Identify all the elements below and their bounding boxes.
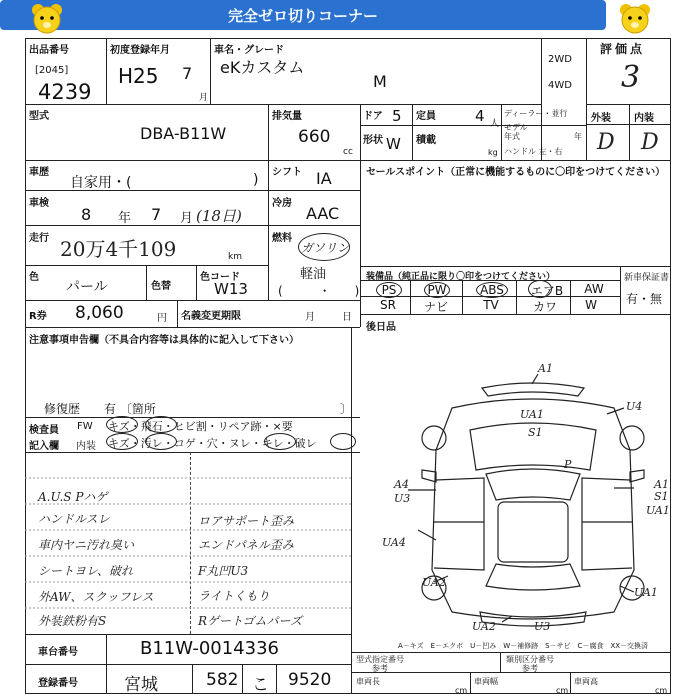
color-change-label: 色替	[151, 281, 171, 292]
fuel-label: 燃料	[272, 233, 292, 244]
diagram-mark: U3	[394, 492, 411, 505]
history-value: 自家用・(	[70, 175, 132, 191]
fuel-gasoline: ガソリン	[301, 241, 350, 255]
drive-4wd: 4WD	[548, 80, 572, 91]
warranty-value: 有・無	[626, 292, 663, 306]
inspector-note: エンドパネル歪み	[198, 538, 294, 552]
first-reg-month: 7	[182, 64, 193, 83]
shape-value: W	[386, 135, 401, 153]
displacement-label: 排気量	[272, 111, 302, 122]
car-name: eKカスタム	[220, 58, 305, 77]
diagram-mark: S1	[528, 426, 543, 439]
checks-label2: 記入欄	[29, 441, 59, 452]
plate-kana: こ	[252, 675, 269, 695]
inspector-note: ロアサポート歪み	[198, 514, 295, 528]
inspector-note: ハンドルスレ	[38, 512, 110, 526]
equip-ps: PS	[376, 282, 402, 298]
fw-chip-circle	[145, 416, 177, 433]
shift-value: IA	[316, 169, 332, 188]
score-exterior-value: D	[597, 130, 615, 155]
int-scratch-circle	[106, 433, 138, 450]
page-header	[0, 0, 606, 30]
capacity-label: 定員	[416, 111, 436, 122]
diagram-mark: U3	[534, 620, 551, 633]
notes-label: 注意事項申告欄（不具合内容等は具体的に記入して下さい）	[29, 335, 299, 346]
length-unit: cm	[455, 686, 468, 695]
note-underlines	[25, 452, 351, 634]
notice-month-unit: 月	[305, 312, 315, 323]
diagram-mark: UA4	[382, 536, 406, 549]
inspection-month-unit: 月	[180, 211, 194, 226]
equip-tv: TV	[483, 298, 499, 312]
mileage-value: 20万4千109	[60, 237, 177, 261]
height-unit: cm	[655, 686, 668, 695]
first-reg-era: H25	[118, 64, 159, 88]
diagram-mark: UA1	[634, 586, 658, 599]
specify-ref: 参考	[372, 664, 388, 673]
color-label: 色	[29, 272, 39, 283]
width-label: 車両幅	[474, 677, 498, 686]
inspector-note: シートヨレ、破れ	[38, 564, 134, 578]
equip-w: W	[585, 298, 597, 312]
car-damage-diagram	[352, 360, 670, 638]
inspector-note: ライトくもり	[198, 589, 270, 603]
color-code: W13	[214, 280, 248, 298]
height-label: 車両高	[574, 677, 598, 686]
model-label: 型式	[29, 111, 49, 122]
checks-label1: 検査員	[29, 425, 59, 436]
inspection-year: 8	[81, 205, 92, 224]
shift-label: シフト	[272, 167, 302, 178]
score-label: 評価点	[600, 42, 646, 56]
equip-leather: カワ	[533, 300, 558, 314]
diagram-mark: UA1	[520, 408, 544, 421]
fuel-gasoline-circle	[298, 233, 350, 261]
mileage-unit: km	[228, 252, 242, 262]
checks-interior-row: キズ・汚レ・コゲ・穴・ヌレ・キレ・破レ	[108, 437, 317, 450]
recycle-label: R券	[29, 311, 47, 322]
diagram-mark: UA2	[472, 620, 496, 633]
equip-abs: ABS	[476, 282, 508, 298]
diagram-mark: A1	[654, 478, 669, 491]
warranty-label: 新車保証書	[624, 273, 670, 283]
inspector-note: 外AW、スクッフレス	[38, 590, 154, 604]
chassis-label: 車台番号	[38, 647, 78, 658]
checks-interior: 内装	[76, 441, 96, 452]
diagram-mark: P	[564, 458, 572, 471]
mileage-label: 走行	[29, 233, 49, 244]
diagram-mark: A1	[538, 362, 553, 375]
repair-history-close: 〕	[340, 402, 353, 416]
inspector-note: A.U.S Pハゲ	[38, 490, 108, 504]
lot-sub: [2045]	[35, 65, 69, 76]
plate-number: 9520	[288, 670, 332, 690]
int-wet-circle	[264, 433, 296, 450]
width-unit: cm	[556, 686, 569, 695]
dealer-handle-label: ハンドル 左・右	[504, 147, 563, 156]
drive-2wd: 2WD	[548, 54, 572, 65]
model-value: DBA-B11W	[140, 124, 227, 143]
inspector-note: 車内ヤニ汚れ臭い	[38, 538, 135, 552]
aircon-value: AAC	[306, 204, 340, 223]
diagram-mark: U4	[626, 400, 643, 413]
recycle-value: 8,060	[75, 303, 124, 323]
notice-day-unit: 日	[342, 312, 352, 323]
capacity-unit: 人	[490, 119, 500, 129]
score-exterior-label: 外装	[591, 113, 611, 124]
repair-history: 修復歴 有 〔箇所	[44, 402, 156, 416]
dealer-year-label: 年式	[504, 132, 520, 141]
specify-label: 型式指定番号	[356, 655, 404, 664]
notice-label: 名義変更期限	[181, 311, 241, 322]
inspection-year-unit: 年	[118, 211, 132, 226]
history-close: )	[253, 172, 259, 188]
diagram-mark: S1	[654, 490, 669, 503]
diagram-mark: UA2	[422, 576, 446, 589]
sales-point-label: セールスポイント（正常に機能するものに〇印をつけてください）	[366, 167, 666, 178]
bear-mascot-left-icon	[30, 2, 64, 36]
inspection-month: 7	[151, 205, 162, 224]
inspection-label: 車検	[29, 198, 49, 209]
int-dirt-circle	[145, 433, 177, 450]
equip-navi: ナビ	[424, 300, 449, 314]
fuel-diesel: 軽油	[300, 267, 327, 282]
displacement-value: 660	[298, 127, 331, 147]
aircon-label: 冷房	[272, 198, 292, 209]
plate-region: 宮城	[124, 675, 158, 695]
length-label: 車両長	[356, 677, 380, 686]
car-label: 車名・グレード	[214, 45, 284, 56]
inspector-note: F丸凹U3	[198, 564, 249, 578]
score-interior-value: D	[641, 130, 659, 155]
recycle-unit: 円	[157, 313, 167, 324]
load-unit: kg	[488, 148, 498, 157]
class-label: 類別区分番号	[506, 655, 554, 664]
inspector-note: 外装鉄粉有S	[38, 614, 107, 628]
equip-airbag: エアB	[530, 284, 564, 298]
color-code-label: 色コード	[200, 272, 240, 283]
displacement-unit: cc	[343, 147, 353, 157]
checks-fw: FW	[77, 421, 93, 432]
score-value: 3	[621, 60, 641, 95]
equip-sr: SR	[380, 298, 396, 312]
dealer-year-unit: 年	[574, 132, 582, 141]
first-reg-label: 初度登録年月	[110, 45, 170, 56]
doors-value: 5	[392, 107, 402, 125]
bear-mascot-right-icon	[618, 2, 652, 36]
shape-label: 形状	[363, 135, 383, 146]
doors-label: ドア	[363, 111, 383, 122]
fuel-paren: ( ・ )	[278, 284, 360, 298]
lot-label: 出品番号	[29, 45, 69, 56]
equipment-label: 装備品（純正品に限り〇印をつけてください）	[366, 272, 556, 282]
history-label: 車歴	[29, 167, 49, 178]
chassis-value: B11W-0014336	[140, 638, 279, 659]
color-value: パール	[66, 279, 108, 295]
after-parts-label: 後日品	[366, 322, 396, 333]
inspection-day: (18日)	[196, 207, 242, 225]
score-interior-label: 内装	[634, 113, 654, 124]
plate-class: 582	[206, 670, 239, 690]
first-reg-month-unit: 月	[199, 93, 209, 103]
diagram-mark: UA1	[646, 504, 670, 517]
equip-aw: AW	[584, 282, 604, 296]
lot-number: 4239	[38, 80, 92, 104]
fw-scratch-circle	[106, 416, 138, 433]
dealer-model-label: モデル	[504, 123, 528, 132]
equip-pw: PW	[424, 282, 450, 298]
capacity-value: 4	[475, 107, 485, 125]
checks-fw-row: キズ・飛石・ヒビ割・リペア跡・×要	[108, 420, 293, 433]
dealer-label: ディーラー・並行	[504, 109, 568, 118]
inspector-note: Rゲートゴムパーズ	[198, 614, 302, 628]
damage-legend: A－キズ E－エクボ U－凹み W－補修跡 S－サビ C－腐食 XX－交換済	[398, 642, 649, 650]
header-title: 完全ゼロ切りコーナー	[227, 6, 378, 25]
car-grade: M	[373, 72, 387, 91]
load-label: 積載	[416, 135, 436, 146]
class-ref: 参考	[522, 664, 538, 673]
plate-label: 登録番号	[38, 678, 78, 689]
diagram-mark: A4	[394, 478, 409, 491]
